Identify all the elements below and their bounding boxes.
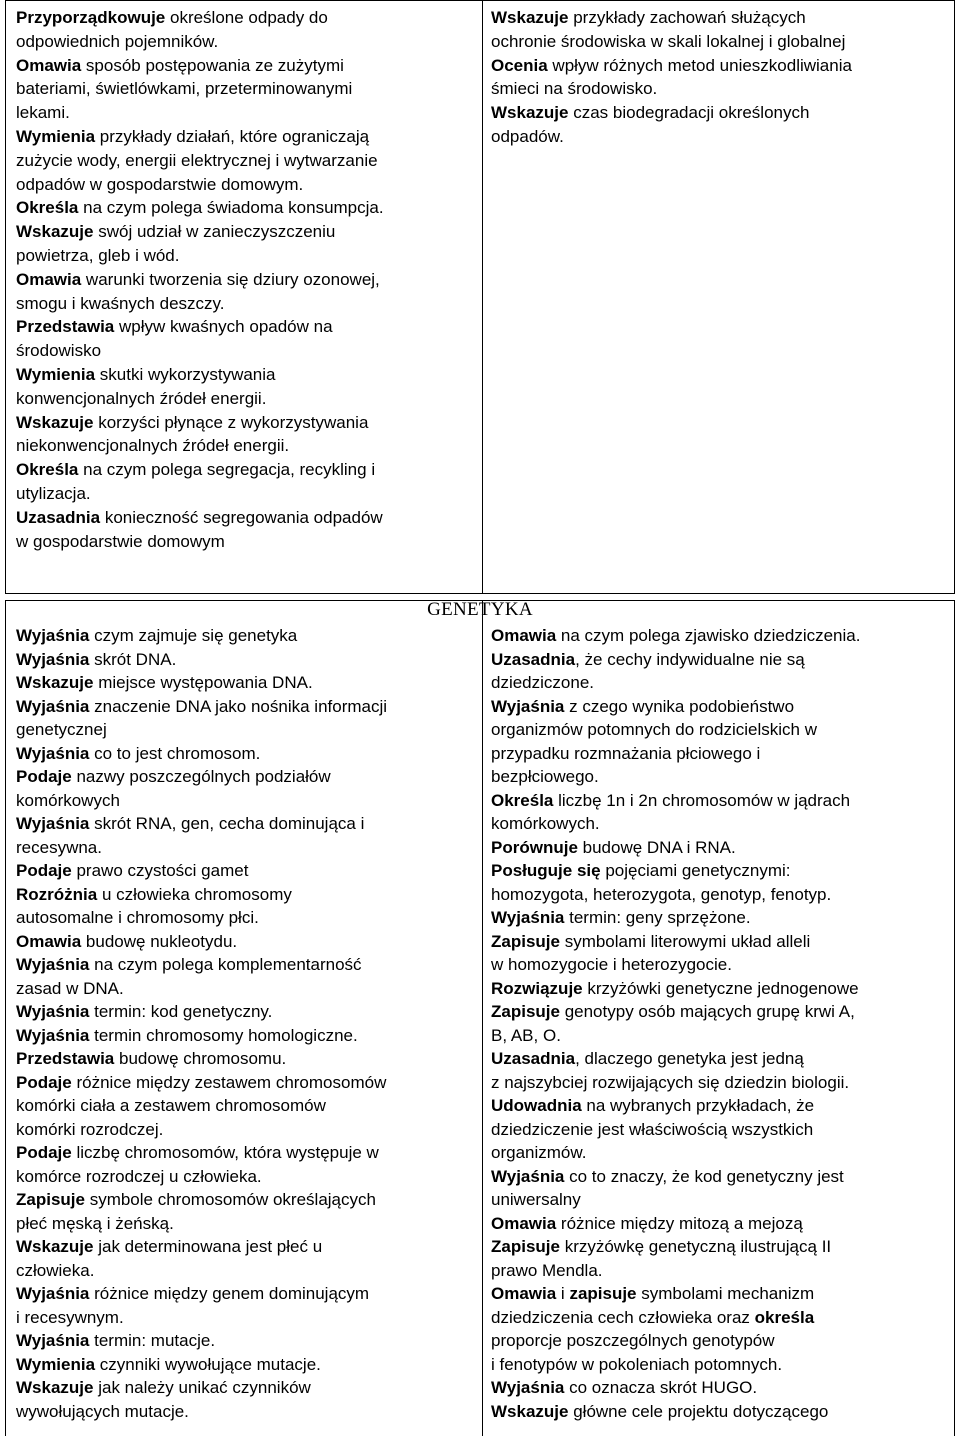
line-text: prawo czystości gamet <box>71 861 249 880</box>
keyword: Przedstawia <box>16 317 115 337</box>
line-text: skutki wykorzystywania <box>95 364 276 384</box>
keyword: Wskazuje <box>16 673 94 692</box>
line-text: główne cele projektu dotyczącego <box>568 1401 829 1421</box>
line-text: jak należy unikać czynników <box>93 1378 311 1397</box>
text-line <box>491 77 951 101</box>
text-line <box>491 1376 951 1400</box>
text-line <box>16 1094 476 1118</box>
line-text: bateriami, świetlówkami, przeterminowanymi <box>16 79 353 99</box>
text-line <box>491 1188 951 1212</box>
text-line <box>491 125 951 149</box>
line-text: czas biodegradacji określonych <box>568 103 810 123</box>
text-line <box>491 953 951 977</box>
text-line <box>16 812 476 836</box>
line-text: dziedziczenia cech człowieka oraz <box>491 1307 755 1327</box>
text-line <box>16 482 476 506</box>
line-text: budowę DNA i RNA. <box>577 837 736 857</box>
line-text: organizmów. <box>491 1143 587 1162</box>
line-text: na czym polega świadoma konsumpcja. <box>78 198 384 218</box>
section-heading: GENETYKA <box>427 599 533 620</box>
keyword: Wskazuje <box>16 412 94 432</box>
line-text: co to jest chromosom. <box>89 743 261 763</box>
text-line <box>16 1141 476 1165</box>
keyword: Podaje <box>16 1072 72 1092</box>
text-line <box>491 883 951 907</box>
keyword: Omawia <box>491 1284 557 1303</box>
text-line <box>491 1212 951 1236</box>
genetics-table <box>5 600 955 1436</box>
keyword: Omawia <box>16 931 82 951</box>
text-line <box>491 695 951 719</box>
line-text: człowieka. <box>16 1260 95 1280</box>
text-line <box>491 1329 951 1353</box>
text-line <box>16 1024 476 1048</box>
keyword: Wyjaśnia <box>491 1378 565 1397</box>
keyword: Udowadnia <box>491 1096 582 1115</box>
line-text: na czym polega segregacja, recykling i <box>78 460 376 480</box>
keyword: Zapisuje <box>491 1002 560 1021</box>
line-text: nazwy poszczególnych podziałów <box>71 767 331 786</box>
text-line <box>16 411 476 435</box>
keyword: Uzasadnia <box>16 507 101 527</box>
text-line <box>491 1094 951 1118</box>
text-line <box>16 220 476 244</box>
text-line <box>16 695 476 719</box>
text-line <box>16 30 476 54</box>
text-line <box>491 812 951 836</box>
keyword: Wyjaśnia <box>491 696 565 716</box>
text-line <box>491 648 951 672</box>
column-divider <box>482 1 483 593</box>
text-line <box>16 292 476 316</box>
keyword: Wskazuje <box>491 8 569 27</box>
line-text: na czym polega komplementarność <box>89 955 362 974</box>
keyword: Podaje <box>16 767 72 786</box>
text-line <box>16 906 476 930</box>
keyword: zapisuje <box>569 1284 637 1303</box>
line-text: co oznacza skrót HUGO. <box>564 1378 758 1397</box>
line-text: odpadów. <box>491 126 564 146</box>
text-line <box>16 1165 476 1189</box>
text-line <box>491 836 951 860</box>
line-text: przypadku rozmnażania płciowego i <box>491 743 761 763</box>
keyword: Określa <box>16 198 79 218</box>
line-text: , dlaczego genetyka jest jedną <box>575 1049 804 1068</box>
line-text: na wybranych przykładach, że <box>581 1096 815 1115</box>
text-line <box>491 6 951 30</box>
text-line <box>16 859 476 883</box>
text-line <box>491 54 951 78</box>
keyword: Wyjaśnia <box>491 908 565 927</box>
line-text: co to znaczy, że kod genetyczny jest <box>564 1166 844 1186</box>
keyword: Omawia <box>16 269 82 289</box>
line-text: znaczenie DNA jako nośnika informacji <box>89 696 388 716</box>
text-line <box>491 1071 951 1095</box>
keyword: Wyjaśnia <box>16 1002 90 1021</box>
line-text: miejsce występowania DNA. <box>93 673 313 692</box>
keyword: Ocenia <box>491 55 548 75</box>
keyword: Określa <box>16 460 79 480</box>
line-text: konwencjonalnych źródeł energii. <box>16 388 267 408</box>
line-text: płeć męską i żeńską. <box>16 1213 174 1233</box>
text-line <box>16 1353 476 1377</box>
genetics-left-column <box>16 624 476 1423</box>
line-text: czynniki wywołujące mutacje. <box>95 1354 321 1374</box>
text-line <box>16 530 476 554</box>
keyword: Przyporządkowuje <box>16 8 166 27</box>
line-text: ochronie środowiska w skali lokalnej i globalnej <box>491 31 846 51</box>
keyword: Wskazuje <box>16 222 94 242</box>
text-line <box>491 718 951 742</box>
text-line <box>16 1235 476 1259</box>
text-line <box>16 1376 476 1400</box>
line-text: termin: kod genetyczny. <box>89 1002 273 1021</box>
keyword: Wymienia <box>16 126 96 146</box>
line-text: liczbę 1n i 2n chromosomów w jądrach <box>553 790 851 810</box>
line-text: , że cechy indywidualne nie są <box>575 649 805 669</box>
line-text: z czego wynika podobieństwo <box>564 696 795 716</box>
keyword: Omawia <box>16 55 82 75</box>
keyword: Wyjaśnia <box>16 649 90 669</box>
line-text: na czym polega zjawisko dziedziczenia. <box>556 626 861 645</box>
line-text: i <box>556 1284 570 1303</box>
line-text: sposób postępowania ze zużytymi <box>81 55 344 75</box>
keyword: Porównuje <box>491 837 578 857</box>
text-line <box>16 149 476 173</box>
text-line <box>491 1047 951 1071</box>
keyword: Zapisuje <box>491 1237 560 1256</box>
text-line <box>16 1400 476 1424</box>
keyword: Posługuje się <box>491 861 601 880</box>
keyword: Wyjaśnia <box>16 743 90 763</box>
line-text: symbole chromosomów określających <box>84 1190 376 1209</box>
line-text: smogu i kwaśnych deszczy. <box>16 293 225 313</box>
line-text: komórce rozrodczej u człowieka. <box>16 1166 262 1186</box>
line-text: skrót DNA. <box>89 649 177 669</box>
text-line <box>16 196 476 220</box>
keyword: Wskazuje <box>16 1237 94 1256</box>
keyword: Omawia <box>491 1213 557 1233</box>
keyword: Wymienia <box>16 364 96 384</box>
text-line <box>16 1000 476 1024</box>
text-line <box>16 953 476 977</box>
line-text: proporcje poszczególnych genotypów <box>491 1331 775 1350</box>
line-text: organizmów potomnych do rodzicielskich w <box>491 720 817 739</box>
line-text: różnice między genem dominującym <box>89 1284 370 1303</box>
line-text: wpływ różnych metod unieszkodliwiania <box>547 55 852 75</box>
line-text: różnice między zestawem chromosomów <box>71 1072 387 1092</box>
keyword: Wyjaśnia <box>16 1025 90 1045</box>
text-line <box>16 54 476 78</box>
keyword: Określa <box>491 790 554 810</box>
line-text: u człowieka chromosomy <box>97 884 292 904</box>
text-line <box>491 1259 951 1283</box>
text-line <box>16 101 476 125</box>
keyword: Uzasadnia <box>491 649 576 669</box>
line-text: dziedziczone. <box>491 673 595 692</box>
line-text: swój udział w zanieczyszczeniu <box>93 222 336 242</box>
line-text: różnice między mitozą a mejozą <box>556 1213 803 1233</box>
line-text: pojęciami genetycznymi: <box>600 861 791 880</box>
text-line <box>16 1212 476 1236</box>
keyword: Wymienia <box>16 1354 96 1374</box>
text-line <box>16 1047 476 1071</box>
top-table <box>5 0 955 594</box>
text-line <box>491 1235 951 1259</box>
text-line <box>491 1353 951 1377</box>
keyword: Uzasadnia <box>491 1049 576 1068</box>
text-line <box>16 6 476 30</box>
text-line <box>16 506 476 530</box>
line-text: określone odpady do <box>165 8 328 27</box>
text-line <box>491 1118 951 1142</box>
text-line <box>16 624 476 648</box>
line-text: w homozygocie i heterozygocie. <box>491 955 732 974</box>
top-left-column <box>16 6 476 553</box>
line-text: termin chromosomy homologiczne. <box>89 1025 358 1045</box>
text-line <box>491 1306 951 1330</box>
line-text: zasad w DNA. <box>16 978 124 998</box>
line-text: genetycznej <box>16 720 107 739</box>
text-line <box>16 125 476 149</box>
top-right-column <box>491 6 951 149</box>
line-text: przykłady działań, które ograniczają <box>95 126 370 146</box>
line-text: recesywna. <box>16 837 102 857</box>
text-line <box>16 434 476 458</box>
text-line <box>491 859 951 883</box>
line-text: odpadów w gospodarstwie domowym. <box>16 174 304 194</box>
line-text: komórki ciała a zestawem chromosomów <box>16 1096 326 1115</box>
line-text: przykłady zachowań służących <box>568 8 806 27</box>
line-text: prawo Mendla. <box>491 1260 603 1280</box>
text-line <box>491 930 951 954</box>
text-line <box>491 1282 951 1306</box>
text-line <box>491 742 951 766</box>
line-text: B, AB, O. <box>491 1025 561 1045</box>
line-text: powietrza, gleb i wód. <box>16 245 180 265</box>
text-line <box>16 1259 476 1283</box>
line-text: budowę nukleotydu. <box>81 931 238 951</box>
text-line <box>16 836 476 860</box>
line-text: zużycie wody, energii elektrycznej i wytwarzanie <box>16 150 378 170</box>
line-text: utylizacja. <box>16 483 91 503</box>
keyword: określa <box>754 1307 815 1327</box>
keyword: Wyjaśnia <box>16 696 90 716</box>
text-line <box>491 977 951 1001</box>
text-line <box>16 339 476 363</box>
text-line <box>16 1306 476 1330</box>
text-line <box>491 906 951 930</box>
line-text: liczbę chromosomów, która występuje w <box>71 1143 379 1162</box>
keyword: Przedstawia <box>16 1049 115 1068</box>
keyword: Rozwiązuje <box>491 978 583 998</box>
line-text: i fenotypów w pokoleniach potomnych. <box>491 1354 783 1374</box>
text-line <box>16 268 476 292</box>
genetics-right-column <box>491 624 951 1423</box>
text-line <box>491 765 951 789</box>
line-text: niekonwencjonalnych źródeł energii. <box>16 436 290 456</box>
text-line <box>16 1118 476 1142</box>
line-text: śmieci na środowisko. <box>491 79 658 99</box>
line-text: krzyżówki genetyczne jednogenowe <box>582 978 859 998</box>
text-line <box>16 1071 476 1095</box>
text-line <box>16 765 476 789</box>
line-text: i recesywnym. <box>16 1307 124 1327</box>
text-line <box>16 648 476 672</box>
line-text: w gospodarstwie domowym <box>16 531 225 551</box>
line-text: skrót RNA, gen, cecha dominująca i <box>89 814 365 833</box>
text-line <box>16 671 476 695</box>
line-text: homozygota, heterozygota, genotyp, fenotyp. <box>491 884 832 904</box>
keyword: Wskazuje <box>16 1378 94 1397</box>
line-text: lekami. <box>16 103 70 123</box>
text-line <box>16 173 476 197</box>
keyword: Wskazuje <box>491 103 569 123</box>
text-line <box>16 315 476 339</box>
line-text: uniwersalny <box>491 1190 581 1209</box>
keyword: Omawia <box>491 626 557 645</box>
text-line <box>491 624 951 648</box>
keyword: Wyjaśnia <box>16 1284 90 1303</box>
line-text: z najszybciej rozwijających się dziedzin biologii. <box>491 1072 850 1092</box>
line-text: jak determinowana jest płeć u <box>93 1237 323 1256</box>
line-text: odpowiednich pojemników. <box>16 31 219 51</box>
text-line <box>491 789 951 813</box>
text-line <box>16 789 476 813</box>
line-text: budowę chromosomu. <box>114 1049 287 1068</box>
text-line <box>491 1165 951 1189</box>
text-line <box>16 244 476 268</box>
line-text: komórkowych <box>16 790 120 810</box>
line-text: korzyści płynące z wykorzystywania <box>93 412 369 432</box>
text-line <box>16 1329 476 1353</box>
text-line <box>16 883 476 907</box>
text-line <box>491 30 951 54</box>
line-text: termin: mutacje. <box>89 1331 216 1350</box>
line-text: wpływ kwaśnych opadów na <box>114 317 333 337</box>
column-divider <box>482 601 483 1436</box>
keyword: Podaje <box>16 1143 72 1162</box>
text-line <box>16 930 476 954</box>
keyword: Wskazuje <box>491 1401 569 1421</box>
line-text: konieczność segregowania odpadów <box>100 507 383 527</box>
line-text: symbolami literowymi układ alleli <box>559 931 811 951</box>
text-line <box>16 977 476 1001</box>
text-line <box>491 671 951 695</box>
text-line <box>16 1282 476 1306</box>
text-line <box>16 458 476 482</box>
text-line <box>491 1141 951 1165</box>
line-text: symbolami mechanizm <box>636 1284 815 1303</box>
line-text: autosomalne i chromosomy płci. <box>16 908 259 927</box>
text-line <box>491 1000 951 1024</box>
line-text: termin: geny sprzężone. <box>564 908 751 927</box>
text-line <box>16 742 476 766</box>
text-line <box>16 718 476 742</box>
line-text: krzyżówkę genetyczną ilustrującą II <box>559 1237 832 1256</box>
keyword: Zapisuje <box>491 931 560 951</box>
keyword: Wyjaśnia <box>16 814 90 833</box>
text-line <box>16 77 476 101</box>
line-text: genotypy osób mających grupę krwi A, <box>559 1002 855 1021</box>
text-line <box>16 387 476 411</box>
text-line <box>16 363 476 387</box>
line-text: bezpłciowego. <box>491 767 599 786</box>
line-text: czym zajmuje się genetyka <box>89 626 298 645</box>
text-line <box>491 1024 951 1048</box>
line-text: warunki tworzenia się dziury ozonowej, <box>81 269 380 289</box>
line-text: wywołujących mutacje. <box>16 1401 189 1421</box>
text-line <box>491 101 951 125</box>
text-line <box>491 1400 951 1424</box>
keyword: Zapisuje <box>16 1190 85 1209</box>
text-line <box>16 1188 476 1212</box>
keyword: Podaje <box>16 861 72 880</box>
line-text: dziedziczenie jest właściwością wszystkich <box>491 1119 814 1139</box>
line-text: środowisko <box>16 341 102 361</box>
keyword: Wyjaśnia <box>491 1166 565 1186</box>
line-text: komórki rozrodczej. <box>16 1119 164 1139</box>
keyword: Wyjaśnia <box>16 955 90 974</box>
keyword: Rozróżnia <box>16 884 98 904</box>
line-text: komórkowych. <box>491 814 600 833</box>
keyword: Wyjaśnia <box>16 1331 90 1350</box>
keyword: Wyjaśnia <box>16 626 90 645</box>
